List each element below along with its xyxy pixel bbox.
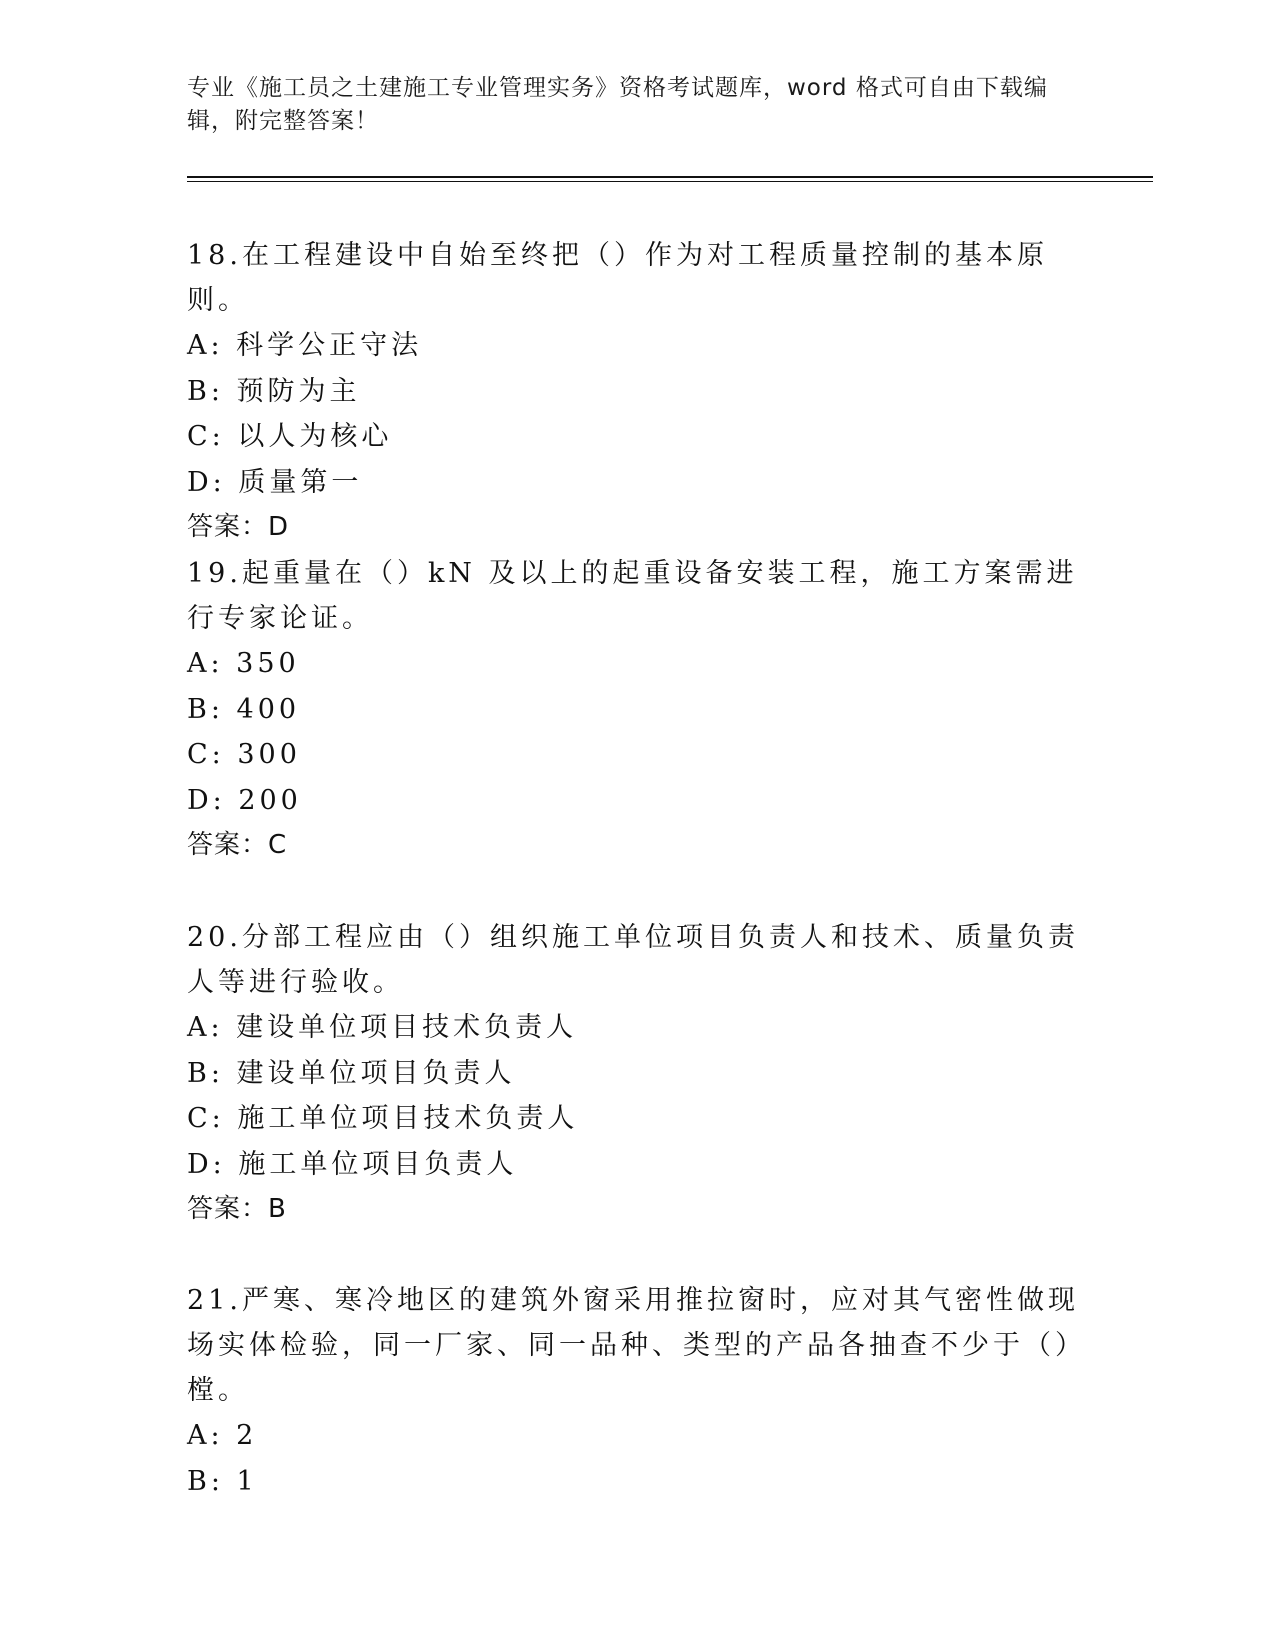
option-a: A: 350 xyxy=(187,648,300,679)
question-stem: 20.分部工程应由（）组织施工单位项目负责人和技术、质量负责人等进行验收。 xyxy=(187,922,1079,998)
option-a: A: 建设单位项目技术负责人 xyxy=(187,1012,578,1043)
header-divider-thin xyxy=(187,181,1153,182)
option-b: B: 400 xyxy=(187,693,301,725)
option-a: A: 2 xyxy=(187,1420,258,1451)
option-a: A: 科学公正守法 xyxy=(187,330,423,361)
question-stem: 18.在工程建设中自始至终把（）作为对工程质量控制的基本原则。 xyxy=(187,240,1048,316)
option-c: C: 施工单位项目技术负责人 xyxy=(187,1103,579,1134)
option-c: C: 以人为核心 xyxy=(187,421,393,452)
question-21 xyxy=(187,1278,1087,1504)
question-stem: 21.严寒、寒冷地区的建筑外窗采用推拉窗时，应对其气密性做现场实体检验，同一厂家、同一品种、类型的产品各抽查不少于（）樘。 xyxy=(187,1285,1086,1406)
option-d: D: 质量第一 xyxy=(187,466,363,498)
question-20 xyxy=(187,915,1087,1232)
option-b: B: 建设单位项目负责人 xyxy=(187,1057,516,1089)
answer-line: 答案：C xyxy=(187,830,288,860)
answer-line: 答案：D xyxy=(187,512,290,542)
question-stem: 19.起重量在（）kN 及以上的起重设备安装工程，施工方案需进行专家论证。 xyxy=(187,558,1078,634)
option-d: D: 200 xyxy=(187,784,302,816)
header-divider-thick xyxy=(187,176,1153,178)
option-b: B: 预防为主 xyxy=(187,375,361,407)
option-b: B: 1 xyxy=(187,1465,258,1497)
option-d: D: 施工单位项目负责人 xyxy=(187,1148,518,1180)
question-18 xyxy=(187,233,1087,550)
answer-line: 答案：B xyxy=(187,1194,287,1224)
option-c: C: 300 xyxy=(187,739,301,770)
document-header: 专业《施工员之土建施工专业管理实务》资格考试题库，word 格式可自由下载编辑，附完整答案！ xyxy=(187,75,1048,134)
question-19 xyxy=(187,551,1087,868)
